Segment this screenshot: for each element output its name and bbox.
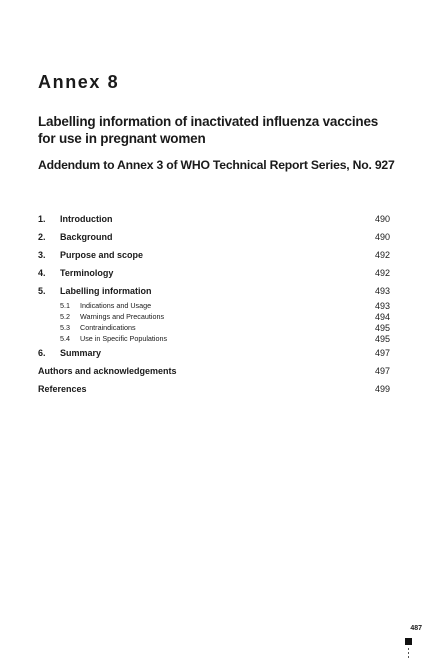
toc-subentry-number: 5.4	[60, 334, 70, 343]
toc-subentry-page: 493	[374, 300, 390, 311]
toc-entry-label: References	[38, 384, 87, 394]
toc-entry-label: Purpose and scope	[60, 250, 144, 260]
toc-entry-number: 2.	[38, 232, 46, 242]
page-marker-square	[405, 638, 412, 645]
page-number: 487	[410, 625, 422, 632]
toc-subentry-label: Use in Specific Populations	[80, 334, 168, 343]
toc-entry-label: Background	[60, 232, 113, 242]
toc-entry-number: 4.	[38, 268, 46, 278]
toc-entry-label: Introduction	[60, 214, 113, 224]
toc-entry-page: 490	[374, 214, 390, 224]
toc-subentry-page: 495	[374, 322, 390, 333]
toc-entry-label: Authors and acknowledgements	[38, 366, 177, 376]
toc-subentry-label: Indications and Usage	[80, 301, 152, 310]
toc-entry-page: 493	[374, 286, 390, 296]
toc-entry-page: 490	[374, 232, 390, 242]
toc-entry-terminology[interactable]	[38, 264, 390, 282]
toc-entry-references[interactable]	[38, 380, 390, 398]
toc-entry-page: 497	[374, 348, 390, 358]
toc-entry-number: 3.	[38, 250, 46, 260]
toc-entry-page: 497	[374, 366, 390, 376]
toc-entry-label: Labelling information	[60, 286, 152, 296]
page-marker-dot	[408, 652, 409, 654]
toc-subentry-indications[interactable]	[38, 300, 390, 311]
toc-entry-purpose-and-scope[interactable]	[38, 246, 390, 264]
toc-subentry-number: 5.3	[60, 323, 70, 332]
document-subtitle: Addendum to Annex 3 of WHO Technical Report Series, No. 927	[38, 158, 395, 172]
toc-subentry-label: Contraindications	[80, 323, 136, 332]
annex-title: Annex 8	[38, 72, 120, 92]
toc-entry-labelling-information[interactable]	[38, 282, 390, 300]
toc-subentry-page: 495	[374, 333, 390, 344]
toc-entry-label: Terminology	[60, 268, 114, 278]
toc-entry-label: Summary	[60, 348, 102, 358]
page-marker-dot	[408, 648, 409, 650]
toc-entry-page: 492	[374, 268, 390, 278]
table-of-contents	[38, 210, 390, 398]
toc-subentry-specific-populations[interactable]	[38, 333, 390, 344]
toc-subentry-warnings[interactable]	[38, 311, 390, 322]
toc-subentry-number: 5.1	[60, 301, 70, 310]
toc-entry-page: 492	[374, 250, 390, 260]
toc-entry-background[interactable]	[38, 228, 390, 246]
toc-entry-number: 6.	[38, 348, 46, 358]
toc-subentry-contraindications[interactable]	[38, 322, 390, 333]
toc-entry-authors[interactable]	[38, 362, 390, 380]
document-title: Labelling information of inactivated influenza vaccines for use in pregnant women	[38, 114, 379, 146]
toc-entry-number: 5.	[38, 286, 46, 296]
toc-entry-summary[interactable]	[38, 344, 390, 362]
toc-subentry-label: Warnings and Precautions	[80, 312, 165, 321]
toc-subentry-page: 494	[374, 311, 390, 322]
toc-subentry-number: 5.2	[60, 312, 70, 321]
toc-entry-page: 499	[374, 384, 390, 394]
toc-entry-number: 1.	[38, 214, 46, 224]
toc-entry-introduction[interactable]	[38, 210, 390, 228]
